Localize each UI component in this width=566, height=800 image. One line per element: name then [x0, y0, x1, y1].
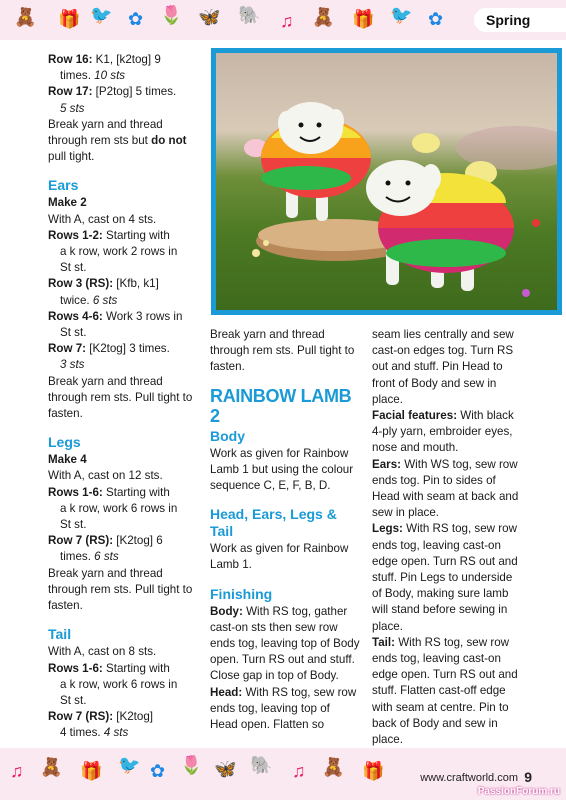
finishing-ears: Ears: With WS tog, sew row ends tog. Pin to sides of Head with seam at back and sew in place.: [372, 457, 519, 520]
flower-icon: ✿: [150, 761, 166, 781]
music-note-icon: ♫: [292, 761, 306, 781]
pattern-title: RAINBOW LAMB 2: [210, 385, 352, 426]
legs-rows-1-6-cont: a k row, work 6 rows in: [60, 501, 178, 515]
ears-heading: Ears: [48, 177, 79, 194]
break-instruction: Break yarn and thread through rem sts but do not pull tight.: [48, 117, 187, 164]
finishing-heading: Finishing: [210, 585, 273, 602]
rainbow-lambs-illustration: [216, 53, 557, 310]
body-text: Work as given for Rainbow Lamb 1 but using the colour sequence C, E, F, B, D.: [210, 446, 354, 493]
elephant-icon: 🐘: [250, 755, 273, 775]
lamb-photo-frame: [211, 48, 562, 315]
tail-rows-1-6-cont2: St st.: [60, 693, 87, 707]
column-1: [48, 52, 198, 742]
section-tab: [474, 8, 566, 32]
facial-features: Facial features: With black 4-ply yarn, embroider eyes, nose and mouth.: [372, 409, 514, 455]
bear-icon: 🧸: [322, 757, 345, 777]
bird-icon: 🐦: [90, 5, 113, 25]
flower-icon: ✿: [128, 9, 144, 29]
ears-row-3: Row 3 (RS): [Kfb, k1]: [48, 277, 159, 291]
gift-icon: 🎁: [80, 761, 103, 781]
finishing-head: Head: With RS tog, sew row ends tog, leaving top of Head open. Flatten so: [210, 685, 357, 732]
bear-icon: 🧸: [312, 7, 335, 27]
tail-row-7-cont: 4 times. 4 sts: [60, 726, 129, 740]
section-title: Spring: [486, 12, 531, 28]
finishing-tail: Tail: With RS tog, sew row ends tog, leaving cast-on edge open. Turn RS out and stuff. Flatten cast-off edge with seam at centre. Pin to back of Body and sew in place.: [372, 635, 518, 747]
tulip-icon: 🌷: [160, 5, 183, 25]
legs-break: Break yarn and thread through rem sts. Pull tight to fasten.: [48, 566, 193, 613]
flower-icon: ✿: [428, 9, 444, 29]
body-heading: Body: [210, 427, 245, 444]
finishing-body: Body: With RS tog, gather cast-on sts then sew row ends tog, leaving top of Body open. Turn RS out and stuff. Close gap in top of Body.: [210, 604, 360, 683]
butterfly-icon: 🦋: [214, 759, 237, 779]
ears-row-7: Row 7: [K2tog] 3 times.: [48, 342, 170, 356]
ears-rows-1-2: Rows 1-2: Starting with: [48, 228, 170, 242]
ears-make: Make 2: [48, 196, 87, 210]
bird-icon: 🐦: [390, 5, 413, 25]
tail-cast-on: With A, cast on 8 sts.: [48, 645, 157, 659]
head-ears-legs-tail-text: Work as given for Rainbow Lamb 1.: [210, 542, 349, 572]
tulip-icon: 🌷: [180, 755, 203, 775]
ears-cast-on: With A, cast on 4 sts.: [48, 212, 157, 226]
ears-rows-4-6: Rows 4-6: Work 3 rows in: [48, 309, 183, 323]
legs-rows-1-6-cont2: St st.: [60, 518, 87, 532]
head-continued: seam lies centrally and sew cast-on edges tog. Turn RS out and stuff. Pin Head to front of Body and sew in place.: [372, 328, 514, 406]
ears-row-7-sts: 3 sts: [60, 358, 85, 372]
ears-break: Break yarn and thread through rem sts. Pull tight to fasten.: [48, 374, 193, 421]
ears-rows-4-6-cont: St st.: [60, 326, 87, 340]
ears-row-3-cont: twice. 6 sts: [60, 293, 118, 307]
ears-rows-1-2-cont: a k row, work 2 rows in: [60, 245, 178, 259]
head-ears-legs-tail-heading: Head, Ears, Legs & Tail: [210, 506, 337, 540]
row-16-cont: times. 10 sts: [60, 69, 126, 83]
legs-row-7: Row 7 (RS): [K2tog] 6: [48, 534, 163, 548]
tail-row-7: Row 7 (RS): [K2tog]: [48, 710, 154, 724]
tail-rows-1-6: Rows 1-6: Starting with: [48, 661, 170, 675]
elephant-icon: 🐘: [238, 5, 261, 25]
legs-heading: Legs: [48, 434, 81, 451]
legs-rows-1-6: Rows 1-6: Starting with: [48, 485, 170, 499]
legs-make: Make 4: [48, 453, 87, 467]
music-note-icon: ♫: [280, 11, 294, 31]
gift-icon: 🎁: [58, 9, 81, 29]
row-17: Row 17: [P2tog] 5 times.: [48, 85, 177, 99]
finishing-legs: Legs: With RS tog, sew row ends tog, leaving cast-on edge open. Turn RS out and stuff. Pin Legs to underside of Body, making sure lamb will stand before sewing in place.: [372, 522, 518, 633]
ears-rows-1-2-cont2: St st.: [60, 261, 87, 275]
legs-cast-on: With A, cast on 12 sts.: [48, 469, 163, 483]
tail-heading: Tail: [48, 626, 72, 643]
legs-row-7-cont: times. 6 sts: [60, 550, 119, 564]
page-number: 9: [524, 769, 532, 785]
tail-rows-1-6-cont: a k row, work 6 rows in: [60, 677, 178, 691]
row-17-sts: 5 sts: [60, 101, 85, 115]
butterfly-icon: 🦋: [198, 7, 221, 27]
break-instruction-2: Break yarn and thread through rem sts. Pull tight to fasten.: [210, 328, 355, 374]
watermark: PassionForum.ru: [477, 786, 560, 797]
footer-url: www.craftworld.com: [420, 772, 518, 784]
column-2: [210, 327, 360, 733]
gift-icon: 🎁: [352, 9, 375, 29]
column-3: [372, 327, 522, 748]
row-16: Row 16: K1, [k2tog] 9: [48, 53, 161, 66]
lamb-photo: [216, 53, 557, 310]
gift-icon: 🎁: [362, 761, 385, 781]
bird-icon: 🐦: [118, 755, 141, 775]
bear-icon: 🧸: [14, 7, 37, 27]
bear-icon: 🧸: [40, 757, 63, 777]
music-note-icon: ♫: [10, 761, 24, 781]
